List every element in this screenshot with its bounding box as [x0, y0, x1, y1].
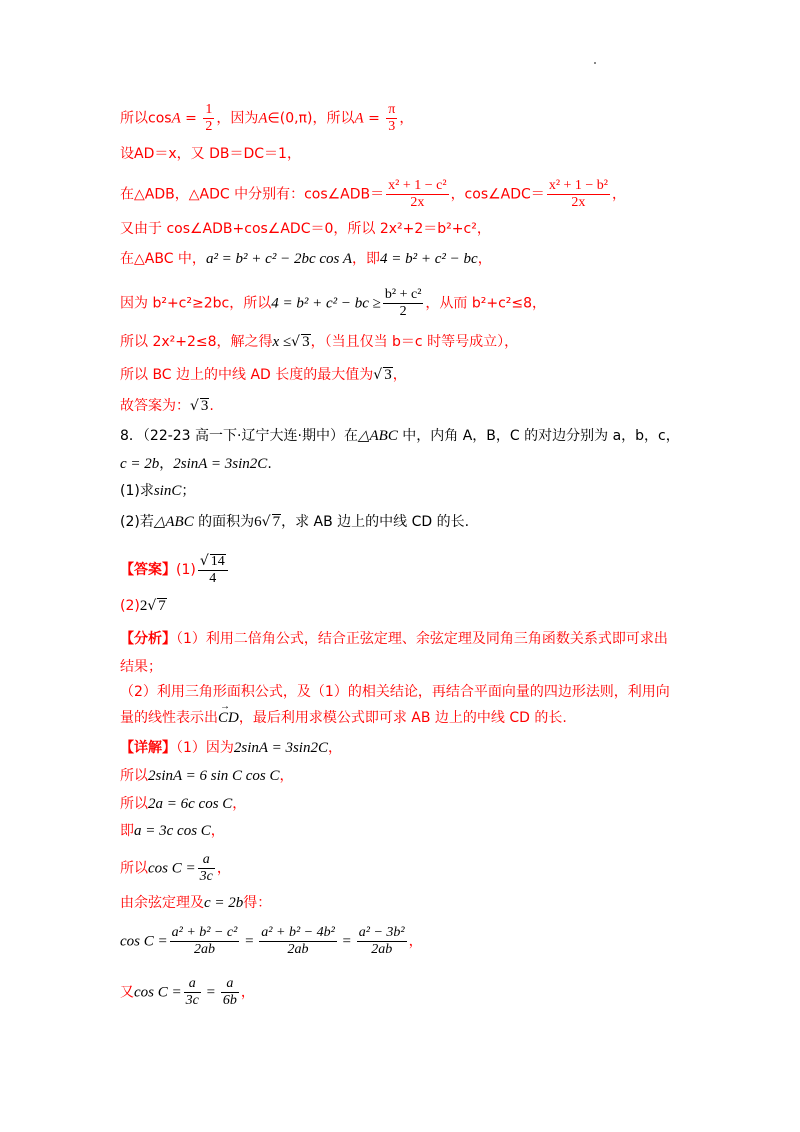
solution-line-3: 在△ADB，△ADC 中分别有：cos∠ADB＝ $\frac{\text{x² + 1 − c²}}{2x}$ ，cos∠ADC＝ $\frac{\text{x² + 1 − b²}}{2x}$ ， [120, 178, 626, 210]
solution-line-2: 设AD＝x，又 DB＝DC＝1， [120, 146, 301, 162]
fraction: $\frac{\text{b² + c²}}{2}$ [384, 287, 422, 319]
analysis-line-1: 【分析】（1）利用二倍角公式，结合正弦定理、余弦定理及同角三角函数关系式即可求出 [120, 631, 668, 647]
detail-line-5: 所以cos C = $\frac{a}{3c}$ ， [120, 852, 231, 884]
answer-1: 【答案】(1) $\frac{√ 14}{4}$ [120, 553, 230, 587]
detail-line-2: 所以2sinA = 6 sin C cos C， [120, 768, 294, 784]
fraction: $\frac{\text{a² − 3b²}}{2ab}$ [358, 925, 405, 957]
solution-line-9: 故答案为：√ 3. [120, 398, 214, 414]
detail-line-8: 又cos C = $\frac{a}{3c}$ = $\frac{a}{6b}$ ， [120, 976, 255, 1008]
solution-line-1: 所以cosA = $\frac{1}{2}$ ，因为A∈(0,π)，所以A = $\frac{\pi}{3}$ ， [120, 102, 414, 134]
solution-line-7: 所以 2x²+2≤8，解之得x ≤√ 3，（当且仅当 b＝c 时等号成立）， [120, 334, 519, 350]
solution-line-4: 又由于 cos∠ADB+cos∠ADC＝0，所以 2x²+2＝b²+c²， [120, 221, 491, 237]
fraction: $\frac{\text{a² + b² − c²}}{2ab}$ [171, 925, 238, 957]
fraction: $\frac{√ 14}{4}$ [198, 553, 228, 587]
detail-line-6: 由余弦定理及c = 2b得： [120, 895, 272, 911]
analysis-line-4: 量的线性表示出→ CD，最后利用求模公式即可求 AB 边上的中线 CD 的长. [120, 709, 567, 727]
fraction: $\frac{\text{x² + 1 − b²}}{2x}$ [548, 178, 608, 210]
answer-2: (2)2√ 7 [120, 598, 166, 614]
analysis-line-2: 结果； [120, 659, 162, 675]
fraction: $\frac{a}{6b}$ [222, 976, 237, 1008]
solution-line-5: 在△ABC 中，a² = b² + c² − 2bc cos A，即4 = b² + c² − bc， [120, 251, 492, 267]
question-8-line-2: c = 2b，2sinA = 3sin2C. [120, 456, 272, 472]
fraction: $\frac{\text{a² + b² − 4b²}}{2ab}$ [261, 925, 335, 957]
question-8-line-1: 8．（22-23 高一下·辽宁大连·期中）在△ABC 中，内角 A，B，C 的对边分别为 a，b，c， [120, 428, 680, 444]
fraction: $\frac{a}{3c}$ [185, 976, 199, 1008]
page-dot [594, 62, 596, 64]
question-8-part-2: (2)若△ABC 的面积为6√ 7，求 AB 边上的中线 CD 的长. [120, 514, 470, 530]
solution-line-8: 所以 BC 边上的中线 AD 长度的最大值为√ 3， [120, 367, 407, 383]
fraction: $\frac{a}{3c}$ [199, 852, 213, 884]
fraction: $\frac{\text{x² + 1 − c²}}{2x}$ [388, 178, 447, 210]
detail-line-7: cos C = $\frac{\text{a² + b² − c²}}{2ab}$ = $\frac{\text{a² + b² − 4b²}}{2ab}$ = $\frac{\text{a² − 3b²}}{2ab}$ ， [120, 925, 423, 957]
detail-line-1: 【详解】（1）因为2sinA = 3sin2C， [120, 740, 342, 756]
fraction: $\frac{\pi}{3}$ [388, 102, 396, 134]
fraction: $\frac{1}{2}$ [205, 102, 213, 134]
detail-line-4: 即a = 3c cos C， [120, 823, 225, 839]
question-8-part-1: (1)求sinC； [120, 483, 196, 499]
analysis-line-3: （2）利用三角形面积公式，及（1）的相关结论，再结合平面向量的四边形法则，利用向 [120, 684, 670, 700]
solution-line-6: 因为 b²+c²≥2bc，所以4 = b² + c² − bc ≥ $\frac{\text{b² + c²}}{2}$ ，从而 b²+c²≤8， [120, 287, 547, 319]
detail-line-3: 所以2a = 6c cos C， [120, 796, 247, 812]
